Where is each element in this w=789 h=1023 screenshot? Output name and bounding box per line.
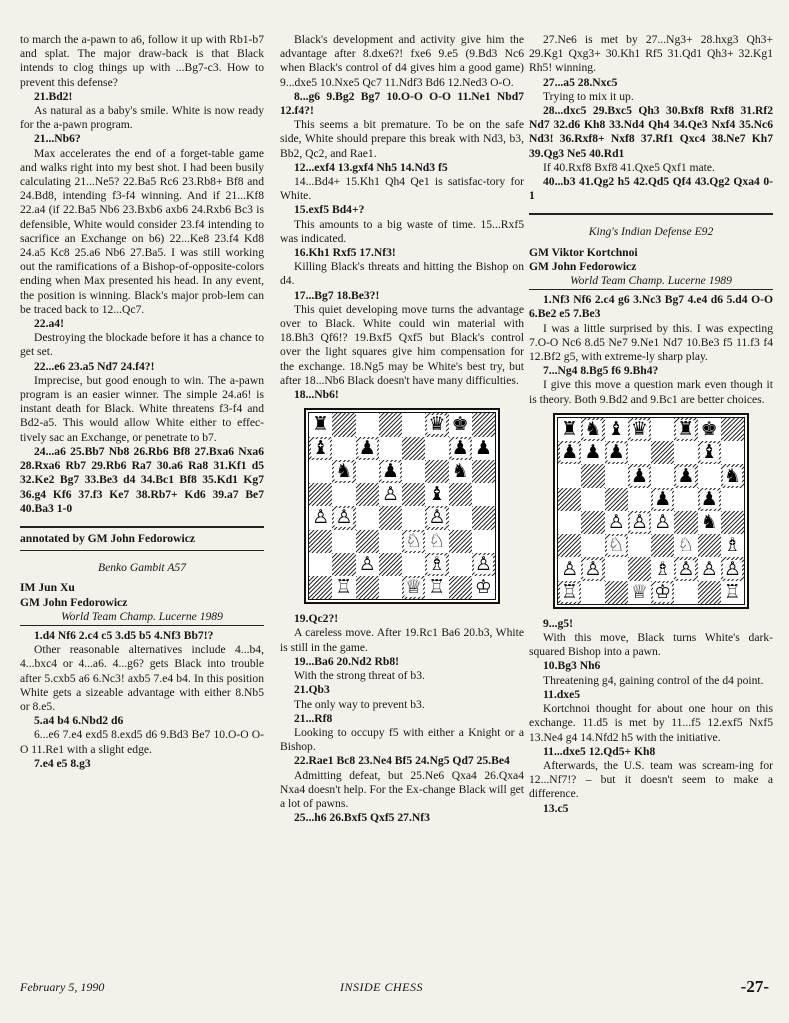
event-name: World Team Champ. Lucerne 1989 bbox=[529, 274, 773, 290]
board-square bbox=[402, 506, 425, 529]
board-square bbox=[425, 530, 448, 553]
board-square bbox=[651, 534, 674, 557]
chess-piece-icon: ♟ bbox=[607, 441, 625, 464]
board-square bbox=[698, 581, 721, 604]
board-square bbox=[309, 437, 332, 460]
board-square bbox=[425, 576, 448, 599]
board-square bbox=[309, 530, 332, 553]
board-square bbox=[402, 576, 425, 599]
board-square bbox=[698, 557, 721, 580]
board-square bbox=[379, 437, 402, 460]
paragraph: This quiet developing move turns the advantage over to Black. White could win material with 18.Bh3 Qf6!? 19.Bxf5 Qxf5 but Black's control over the light squares give him compensation for the exchange. 18.Ng5 may be White's best try, but after 18...Nb6 Black doesn't have many difficulties. bbox=[280, 302, 524, 387]
chess-piece-icon: ♙ bbox=[312, 506, 330, 529]
board-square bbox=[449, 576, 472, 599]
board-square bbox=[425, 506, 448, 529]
chess-piece-icon: ♟ bbox=[451, 436, 469, 459]
black-player: GM John Fedorowicz bbox=[20, 595, 128, 609]
board-square bbox=[558, 511, 581, 534]
board-square bbox=[558, 534, 581, 557]
board-square bbox=[449, 553, 472, 576]
chess-piece-icon: ♙ bbox=[654, 511, 672, 533]
chess-piece-icon: ♕ bbox=[405, 576, 423, 599]
board-square bbox=[425, 553, 448, 576]
move-text: 28...dxc5 29.Bxc5 Qh3 30.Bxf8 Rxf8 31.Rf2 Nd7 32.d6 Kh8 33.Nd4 Qh4 34.Qe3 Nxf4 35.Nc6 Nd3! 36.Rxf8+ Nxf8 37.Rf1 Qxc4 38.Ne7 Kh7 39.Qg3 Ne5 40.Rd1 bbox=[529, 104, 773, 160]
chess-piece-icon: ♙ bbox=[630, 511, 648, 533]
chess-piece-icon: ♝ bbox=[312, 436, 330, 459]
chess-piece-icon: ♔ bbox=[654, 580, 672, 603]
board-square bbox=[402, 530, 425, 553]
chess-piece-icon: ♞ bbox=[584, 418, 602, 440]
chess-piece-icon: ♔ bbox=[474, 576, 492, 599]
board-square bbox=[379, 413, 402, 436]
paragraph: Other reasonable alternatives include 4...b4, 4...bxc4 or 4...a6. 4...g6? gets Black into trouble after 5.cxb5 a6 6.Nc3! axb5 7.e4 b4. In this position White gets a sizeable advantage with either 8.Nb5 or 8.e5. bbox=[20, 643, 264, 713]
board-square bbox=[558, 557, 581, 580]
chess-piece-icon: ♚ bbox=[700, 418, 718, 440]
board-square bbox=[698, 488, 721, 511]
column-right bbox=[529, 33, 773, 978]
magazine-name: INSIDE CHESS bbox=[340, 980, 423, 994]
chess-piece-icon: ♖ bbox=[723, 580, 741, 603]
paragraph: This amounts to a big waste of time. 15...Rxf5 was indicated. bbox=[280, 217, 524, 245]
move-text: 1.Nf3 Nf6 2.c4 g6 3.Nc3 Bg7 4.e4 d6 5.d4 O-O 6.Be2 e5 7.Be3 bbox=[529, 293, 773, 321]
issue-date: February 5, 1990 bbox=[20, 980, 105, 994]
board-square bbox=[721, 441, 744, 464]
chess-piece-icon: ♝ bbox=[428, 483, 446, 506]
chess-piece-icon: ♜ bbox=[561, 418, 579, 440]
board-square bbox=[449, 506, 472, 529]
board-square bbox=[558, 464, 581, 487]
chess-piece-icon: ♖ bbox=[335, 576, 353, 599]
chess-piece-icon: ♕ bbox=[630, 580, 648, 603]
board-square bbox=[651, 557, 674, 580]
paragraph: 27.Ne6 is met by 27...Ng3+ 28.hxg3 Qh3+ 29.Kg1 Qxg3+ 30.Kh1 Rf5 31.Qd1 Qh3+ 32.Kg1 Rh5! winning. bbox=[529, 33, 773, 75]
board-square bbox=[698, 418, 721, 441]
paragraph: Threatening g4, gaining control of the d4 point. bbox=[543, 673, 764, 687]
chess-diagram-2 bbox=[553, 413, 749, 609]
paragraph: Looking to occupy f5 with either a Knight or a Bishop. bbox=[280, 725, 524, 754]
board-square bbox=[605, 557, 628, 580]
chess-piece-icon: ♟ bbox=[584, 441, 602, 464]
board-square bbox=[674, 557, 697, 580]
move-text: 7...Ng4 8.Bg5 f6 9.Bh4? bbox=[543, 364, 659, 378]
board-square bbox=[721, 511, 744, 534]
chess-piece-icon: ♜ bbox=[677, 418, 695, 440]
paragraph: I give this move a question mark even though it is theory. Both 9.Bd2 and 9.Bc1 are better choices. bbox=[529, 378, 773, 406]
chess-piece-icon: ♞ bbox=[335, 459, 353, 482]
move-text: 13.c5 bbox=[543, 801, 569, 815]
board-square bbox=[379, 460, 402, 483]
chess-piece-icon: ♙ bbox=[723, 557, 741, 580]
board-square bbox=[628, 581, 651, 604]
board-square bbox=[674, 534, 697, 557]
board-square bbox=[332, 483, 355, 506]
move-text: 19...Ba6 20.Nd2 Rb8! bbox=[294, 654, 400, 668]
chess-piece-icon: ♗ bbox=[723, 534, 741, 557]
move-text: 7.e4 e5 8.g3 bbox=[34, 756, 91, 770]
move-text: 24...a6 25.Bb7 Nb8 26.Rb6 Bf8 27.Bxa6 Nxa6 28.Rxa6 Rb7 29.Rb6 Ra7 30.a6 Ra8 31.Kf1 d5 32.Ke2 Bg7 33.Be3 d4 34.Bc1 Bf8 35.Kd1 Kg7 36.g4 Kf6 37.f3 Ke7 38.Rb7+ Kd6 39.a7 Be7 40.Ba3 1-0 bbox=[20, 444, 264, 515]
board-square bbox=[605, 441, 628, 464]
chess-piece-icon: ♙ bbox=[358, 552, 376, 575]
board-square bbox=[581, 511, 604, 534]
paragraph: I was a little surprised by this. I was expecting 7.O-O Nc6 8.d5 Ne7 9.Ne1 Nd7 10.Be3 f5 11.f3 f4 12.Bf2 g5, with extreme-ly sharp play. bbox=[529, 321, 773, 364]
chess-piece-icon: ♚ bbox=[451, 413, 469, 436]
move-text: 40...b3 41.Qg2 h5 42.Qd5 Qf4 43.Qg2 Qxa4 0-1 bbox=[529, 175, 773, 203]
chess-piece-icon: ♞ bbox=[723, 464, 741, 487]
move-text: 19.Qc2?! bbox=[294, 612, 339, 626]
move-text: 11...dxe5 12.Qd5+ Kh8 bbox=[543, 744, 656, 758]
board-square bbox=[558, 488, 581, 511]
page-footer bbox=[20, 977, 769, 1000]
chess-piece-icon: ♙ bbox=[381, 483, 399, 506]
board-square bbox=[402, 460, 425, 483]
board-square bbox=[332, 437, 355, 460]
board-square bbox=[674, 464, 697, 487]
board-square bbox=[472, 506, 495, 529]
divider bbox=[529, 213, 773, 215]
board-square bbox=[356, 483, 379, 506]
board-square bbox=[651, 464, 674, 487]
board-square bbox=[605, 418, 628, 441]
board-square bbox=[698, 534, 721, 557]
board-square bbox=[628, 557, 651, 580]
board-square bbox=[698, 441, 721, 464]
board-square bbox=[356, 437, 379, 460]
annotator-credit: annotated by GM John Fedorowicz bbox=[20, 531, 195, 545]
move-text: 22...e6 23.a5 Nd7 24.f4?! bbox=[34, 359, 155, 373]
board-square bbox=[721, 464, 744, 487]
chess-piece-icon: ♟ bbox=[700, 487, 718, 510]
paragraph: Afterwards, the U.S. team was scream-ing for 12...Nf7!? – but it doesn't seem to make a difference. bbox=[529, 758, 773, 801]
move-text: 22.Rae1 Bc8 23.Ne4 Bf5 24.Ng5 Qd7 25.Be4 bbox=[294, 754, 510, 768]
paragraph: Killing Black's threats and hitting the Bishop on d4. bbox=[280, 260, 524, 288]
move-text: 5.a4 b4 6.Nbd2 d6 bbox=[34, 714, 124, 728]
chess-piece-icon: ♙ bbox=[474, 552, 492, 575]
paragraph: 14...Bd4+ 15.Kh1 Qh4 Qe1 is satisfac-tory for White. bbox=[280, 175, 524, 203]
board-square bbox=[356, 553, 379, 576]
board-square bbox=[674, 441, 697, 464]
board-square bbox=[356, 530, 379, 553]
chess-piece-icon: ♛ bbox=[428, 413, 446, 436]
board-square bbox=[605, 534, 628, 557]
board-square bbox=[449, 437, 472, 460]
board-square bbox=[605, 488, 628, 511]
chess-piece-icon: ♙ bbox=[428, 506, 446, 529]
board-square bbox=[356, 460, 379, 483]
chess-piece-icon: ♜ bbox=[312, 413, 330, 436]
chess-diagram-1 bbox=[304, 408, 500, 604]
chess-piece-icon: ♟ bbox=[654, 487, 672, 510]
chess-piece-icon: ♘ bbox=[677, 534, 695, 557]
chess-piece-icon: ♘ bbox=[405, 529, 423, 552]
chess-piece-icon: ♟ bbox=[561, 441, 579, 464]
event-name: World Team Champ. Lucerne 1989 bbox=[20, 610, 264, 626]
chess-piece-icon: ♗ bbox=[654, 557, 672, 580]
chess-piece-icon: ♖ bbox=[561, 580, 579, 603]
board-square bbox=[628, 488, 651, 511]
chess-piece-icon: ♟ bbox=[358, 436, 376, 459]
board-square bbox=[472, 483, 495, 506]
board-square bbox=[651, 488, 674, 511]
chess-piece-icon: ♛ bbox=[630, 418, 648, 440]
paragraph: A careless move. After 19.Rc1 Ba6 20.b3, White is still in the game. bbox=[280, 626, 524, 654]
board-square bbox=[402, 553, 425, 576]
board-square bbox=[721, 488, 744, 511]
board-square bbox=[721, 581, 744, 604]
board-square bbox=[402, 483, 425, 506]
board-square bbox=[472, 530, 495, 553]
board-square bbox=[698, 464, 721, 487]
board-square bbox=[674, 488, 697, 511]
board-square bbox=[581, 534, 604, 557]
chess-piece-icon: ♖ bbox=[428, 576, 446, 599]
board-square bbox=[379, 576, 402, 599]
chess-piece-icon: ♙ bbox=[335, 506, 353, 529]
move-text: 8...g6 9.Bg2 Bg7 10.O-O O-O 11.Ne1 Nbd7 12.f4?! bbox=[280, 89, 524, 118]
board-square bbox=[605, 511, 628, 534]
board-square bbox=[581, 464, 604, 487]
chess-piece-icon: ♟ bbox=[630, 464, 648, 487]
board-square bbox=[449, 460, 472, 483]
chess-board bbox=[308, 412, 496, 600]
board-square bbox=[472, 576, 495, 599]
board-square bbox=[309, 413, 332, 436]
board-square bbox=[558, 441, 581, 464]
chess-piece-icon: ♙ bbox=[561, 557, 579, 580]
board-square bbox=[356, 413, 379, 436]
board-square bbox=[425, 413, 448, 436]
chess-piece-icon: ♟ bbox=[677, 464, 695, 487]
board-square bbox=[581, 418, 604, 441]
move-text: 11.dxe5 bbox=[543, 687, 581, 701]
board-square bbox=[332, 413, 355, 436]
board-square bbox=[674, 418, 697, 441]
board-square bbox=[628, 511, 651, 534]
paragraph: Black's development and activity give him the advantage after 8.dxe6?! fxe6 9.e5 (9.Bd3 Nc6 when Black's control of d4 gives him a good game) 9...dxe5 10.Nxe5 Qc7 11.Ndf3 Bd6 12.Ned3 O-O. bbox=[280, 33, 524, 89]
board-square bbox=[674, 581, 697, 604]
paragraph: Imprecise, but good enough to win. The a-pawn program is an easier winner. The simple 24.a6! is instant death for Black. White threatens f3-f4 and Bd2-a5. This would allow White either to effec-tively sac an Exchange, or penetrate to b7. bbox=[20, 373, 264, 444]
board-square bbox=[356, 506, 379, 529]
board-square bbox=[332, 576, 355, 599]
board-square bbox=[379, 530, 402, 553]
chess-piece-icon: ♝ bbox=[700, 441, 718, 464]
move-text: 25...h6 26.Bxf5 Qxf5 27.Nf3 bbox=[294, 811, 430, 825]
move-text: 16.Kh1 Rxf5 17.Nf3! bbox=[294, 246, 396, 260]
board-square bbox=[449, 483, 472, 506]
paragraph: Trying to mix it up. bbox=[543, 89, 634, 103]
move-text: 21.Qb3 bbox=[294, 683, 330, 697]
board-square bbox=[402, 413, 425, 436]
move-text: 18...Nb6! bbox=[294, 388, 339, 402]
board-square bbox=[379, 483, 402, 506]
move-text: 9...g5! bbox=[543, 616, 573, 630]
divider bbox=[20, 550, 264, 551]
board-square bbox=[425, 437, 448, 460]
paragraph: This seems a bit premature. To be on the safe side, White should prepare this break with Nd3, b3, Bb2, Qc2, and Rae1. bbox=[280, 118, 524, 160]
chess-piece-icon: ♙ bbox=[700, 557, 718, 580]
board-square bbox=[605, 581, 628, 604]
paragraph: The only way to prevent b3. bbox=[294, 697, 425, 711]
opening-name: King's Indian Defense E92 bbox=[588, 225, 714, 239]
white-player: IM Jun Xu bbox=[20, 581, 75, 595]
board-square bbox=[449, 530, 472, 553]
paragraph: Kortchnoi thought for about one hour on this exchange. 11.d5 is met by 11...f5 12.exf5 Nxf5 13.Ne4 g4 14.Nfd2 h5 with the initiative. bbox=[529, 702, 773, 744]
chess-piece-icon: ♙ bbox=[677, 557, 695, 580]
board-square bbox=[472, 460, 495, 483]
column-left bbox=[20, 33, 264, 978]
board-square bbox=[356, 576, 379, 599]
move-text: 15.exf5 Bd4+? bbox=[294, 203, 365, 217]
paragraph: As natural as a baby's smile. White is now ready for the a-pawn program. bbox=[20, 104, 264, 132]
paragraph: Destroying the blockade before it has a chance to get set. bbox=[20, 331, 264, 359]
board-square bbox=[628, 464, 651, 487]
board-square bbox=[449, 413, 472, 436]
chess-piece-icon: ♟ bbox=[474, 436, 492, 459]
move-text: 27...a5 28.Nxc5 bbox=[543, 75, 618, 89]
move-text: 17...Bg7 18.Be3?! bbox=[294, 288, 380, 302]
board-square bbox=[628, 418, 651, 441]
board-square bbox=[605, 464, 628, 487]
black-player: GM John Fedorowicz bbox=[529, 259, 637, 273]
paragraph: With this move, Black turns White's dark-squared Bishop into a pawn. bbox=[529, 631, 773, 659]
board-square bbox=[651, 441, 674, 464]
board-square bbox=[721, 557, 744, 580]
board-square bbox=[332, 530, 355, 553]
move-text: 12...exf4 13.gxf4 Nh5 14.Nd3 f5 bbox=[294, 160, 448, 174]
board-square bbox=[651, 418, 674, 441]
paragraph: With the strong threat of b3. bbox=[294, 669, 425, 683]
board-square bbox=[332, 553, 355, 576]
board-square bbox=[309, 506, 332, 529]
board-square bbox=[558, 418, 581, 441]
paragraph: to march the a-pawn to a6, follow it up with Rb1-b7 and splat. The major draw-back is that Black intends to clog things up with ...Bg7-c3. How to prevent this defense? bbox=[20, 33, 264, 89]
board-square bbox=[581, 441, 604, 464]
board-square bbox=[674, 511, 697, 534]
chess-piece-icon: ♘ bbox=[428, 529, 446, 552]
white-player: GM Viktor Kortchnoi bbox=[529, 245, 638, 259]
chess-piece-icon: ♟ bbox=[381, 459, 399, 482]
board-square bbox=[581, 581, 604, 604]
board-square bbox=[332, 460, 355, 483]
board-square bbox=[332, 506, 355, 529]
chess-piece-icon: ♞ bbox=[451, 459, 469, 482]
board-square bbox=[379, 553, 402, 576]
board-square bbox=[472, 553, 495, 576]
move-text: 21...Nb6? bbox=[34, 132, 81, 146]
board-square bbox=[721, 534, 744, 557]
chess-piece-icon: ♝ bbox=[607, 418, 625, 440]
move-text: 10.Bg3 Nh6 bbox=[543, 659, 601, 673]
board-square bbox=[309, 483, 332, 506]
move-text: 21.Bd2! bbox=[34, 89, 73, 103]
board-square bbox=[402, 437, 425, 460]
opening-name: Benko Gambit A57 bbox=[97, 561, 186, 575]
board-square bbox=[309, 460, 332, 483]
board-square bbox=[425, 460, 448, 483]
move-text: 22.a4! bbox=[34, 317, 64, 331]
move-text: 1.d4 Nf6 2.c4 c5 3.d5 b5 4.Nf3 Bb7!? bbox=[34, 628, 214, 642]
chess-piece-icon: ♗ bbox=[428, 552, 446, 575]
board-square bbox=[558, 581, 581, 604]
board-square bbox=[309, 553, 332, 576]
board-square bbox=[472, 437, 495, 460]
chess-board bbox=[557, 417, 745, 605]
board-square bbox=[628, 441, 651, 464]
board-square bbox=[425, 483, 448, 506]
board-square bbox=[472, 413, 495, 436]
chess-piece-icon: ♙ bbox=[584, 557, 602, 580]
paragraph: Admitting defeat, but 25.Ne6 Qxa4 26.Qxa4 Nxa4 doesn't help. For the Ex-change Black will get a lot of pawns. bbox=[280, 768, 524, 810]
board-square bbox=[651, 581, 674, 604]
board-square bbox=[721, 418, 744, 441]
chess-piece-icon: ♞ bbox=[700, 511, 718, 533]
paragraph: Max accelerates the end of a forget-table game and walks right into my best shot. I had been busily calculating 21...Ne5? 22.Ba5 Rc6 23.Rb8+ Bf8 and 24.Bd8, intending f3-f4 winning. And if 21...Kf8 22.a4 (if 22.Ba5 Nb6 23.Bxb6 axb6 24.Rxb6 Bc3 is defensible, White would consider 23.f4 intending to sacrifice an Exchange on b6) 22...Ke8 23.f4 Kd8 24.a5 Kc8 25.a6 Nb6 27.Ba5. I was still working out the ramifications of a Bishop-of-opposite-colors ending when Max presented his head. In any event, the position is winning. Black's major prob-lem can be traced back to 12...Qc7. bbox=[20, 146, 264, 316]
board-square bbox=[581, 488, 604, 511]
paragraph: 6...e6 7.e4 exd5 8.exd5 d6 9.Bd3 Be7 10.O-O O-O 11.Re1 with a slight edge. bbox=[20, 728, 264, 756]
divider bbox=[20, 526, 264, 528]
page-number: -27- bbox=[740, 977, 769, 996]
board-square bbox=[379, 506, 402, 529]
board-square bbox=[309, 576, 332, 599]
chess-piece-icon: ♘ bbox=[607, 534, 625, 557]
chess-piece-icon: ♙ bbox=[607, 511, 625, 533]
column-middle bbox=[280, 33, 524, 978]
board-square bbox=[628, 534, 651, 557]
board-square bbox=[651, 511, 674, 534]
paragraph: If 40.Rxf8 Bxf8 41.Qxe5 Qxf1 mate. bbox=[543, 160, 715, 174]
board-square bbox=[698, 511, 721, 534]
move-text: 21...Rf8 bbox=[294, 711, 333, 725]
board-square bbox=[581, 557, 604, 580]
